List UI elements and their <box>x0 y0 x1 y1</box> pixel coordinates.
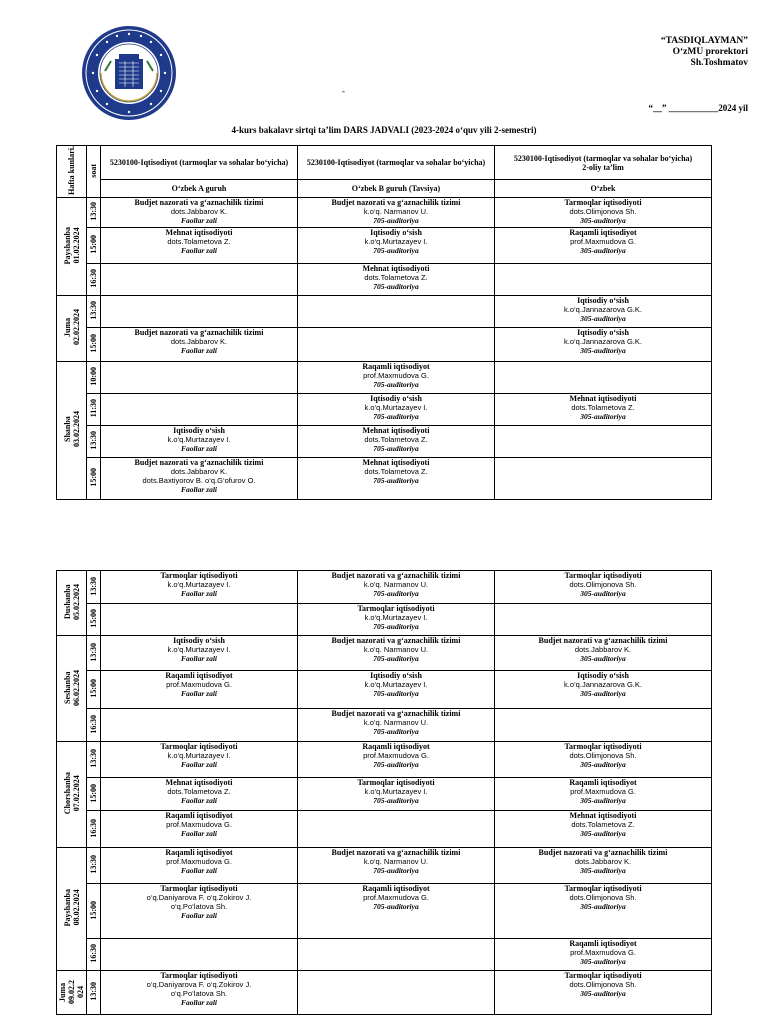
teacher-name: dots.Jabbarov K. <box>170 206 228 216</box>
day-label: Juma 09.02.2 024 <box>58 979 85 1004</box>
subject-name: Budjet nazorati va g‘aznachilik tizimi <box>331 848 461 857</box>
subject-name: Tarmoqlar iqtisodiyoti <box>160 571 238 580</box>
subject-name: Raqamli iqtisodiyot <box>165 671 233 680</box>
teacher-name: dots.Jabbarov K. dots.Baxtiyorov B. o‘q.G‘ofurov O. <box>142 466 256 485</box>
teacher-name: k.o‘q.Murtazayev I. <box>167 434 231 444</box>
room-name: 705-auditoriya <box>373 589 419 598</box>
time-label: 16:30 <box>89 269 98 288</box>
room-name: 305-auditoriya <box>580 902 626 911</box>
room-name: 705-auditoriya <box>373 475 419 485</box>
class-cell <box>298 571 495 604</box>
teacher-name: dots.Jabbarov K. <box>170 336 228 346</box>
class-cell <box>495 884 712 939</box>
subject-name: Raqamli iqtisodiyot <box>569 227 637 237</box>
schedule-title: 4-kurs bakalavr sirtqi ta’lim DARS JADVALI (2023-2024 o‘quv yili 2-semestri) <box>231 125 537 135</box>
room-name: 305-auditoriya <box>580 957 626 966</box>
teacher-name: k.o‘q.Murtazayev I. <box>364 236 428 246</box>
subject-name: Tarmoqlar iqtisodiyoti <box>160 971 238 980</box>
class-cell <box>495 425 712 457</box>
subject-name: Iqtisodiy o‘sish <box>577 327 629 337</box>
room-name: 705-auditoriya <box>373 443 419 453</box>
time-label: 15:00 <box>89 468 98 487</box>
time-cell <box>87 848 101 884</box>
class-cell <box>495 636 712 671</box>
time-label: 13:30 <box>89 855 98 874</box>
class-cell <box>101 425 298 457</box>
subject-name: Iqtisodiy o‘sish <box>173 425 225 435</box>
schedule-row <box>57 361 712 393</box>
time-cell <box>87 295 101 327</box>
schedule-row <box>57 884 712 939</box>
teacher-name: dots.Jabbarov K. <box>574 857 632 866</box>
teacher-name: prof.Maxmudova G. <box>570 787 636 796</box>
class-cell <box>101 197 298 227</box>
subject-name: Budjet nazorati va g‘aznachilik tizimi <box>331 709 461 718</box>
room-name: 705-auditoriya <box>373 654 419 663</box>
header-program-3: 5230100-Iqtisodiyot (tarmoqlar va sohalar bo‘yicha) 2-oliy ta’lim <box>495 146 712 180</box>
time-cell <box>87 457 101 499</box>
subject-name: Budjet nazorati va g‘aznachilik tizimi <box>331 636 461 645</box>
class-cell <box>495 263 712 295</box>
approval-date-line: “__” ___________2024 yil <box>648 103 748 113</box>
class-cell <box>298 457 495 499</box>
class-cell <box>298 939 495 971</box>
teacher-name: k.o‘q.Jannazarova G.K. <box>564 304 642 314</box>
room-name: 305-auditoriya <box>580 796 626 805</box>
header-program-1: 5230100-Iqtisodiyot (tarmoqlar va sohalar bo‘yicha) <box>101 146 298 180</box>
subject-name: Raqamli iqtisodiyot <box>569 778 637 787</box>
schedule-row <box>57 811 712 848</box>
time-cell <box>87 636 101 671</box>
time-cell <box>87 671 101 709</box>
schedule-row <box>57 939 712 971</box>
schedule-row <box>57 604 712 636</box>
approval-block <box>661 36 748 69</box>
subject-name: Iqtisodiy o‘sish <box>577 671 629 680</box>
class-cell <box>298 604 495 636</box>
teacher-name: k.o‘q.Jannazarova G.K. <box>564 680 642 689</box>
time-label: 13:30 <box>89 202 98 221</box>
class-cell <box>298 327 495 361</box>
schedule-row <box>57 197 712 227</box>
teacher-name: k.o‘q. Narmanov U. <box>363 857 429 866</box>
class-cell <box>101 939 298 971</box>
teacher-name: prof.Maxmudova G. <box>166 820 232 829</box>
time-cell <box>87 393 101 425</box>
header-row-programs <box>57 146 712 180</box>
class-cell <box>495 604 712 636</box>
teacher-name: k.o‘q.Murtazayev I. <box>364 680 428 689</box>
class-cell <box>495 361 712 393</box>
teacher-name: k.o‘q.Murtazayev I. <box>364 613 428 622</box>
class-cell <box>101 263 298 295</box>
teacher-name: k.o‘q.Murtazayev I. <box>364 402 428 412</box>
teacher-name: dots.Tolametova Z. <box>364 272 428 282</box>
room-name: Faollar zali <box>180 760 218 769</box>
class-cell <box>298 425 495 457</box>
subject-name: Iqtisodiy o‘sish <box>370 393 422 403</box>
teacher-name: k.o‘q.Murtazayev I. <box>167 645 231 654</box>
room-name: Faollar zali <box>180 654 218 663</box>
room-name: 705-auditoriya <box>373 245 419 255</box>
class-cell <box>298 295 495 327</box>
room-name: 305-auditoriya <box>580 689 626 698</box>
room-name: 305-auditoriya <box>580 589 626 598</box>
teacher-name: prof.Maxmudova G. <box>570 236 636 246</box>
time-label: 15:00 <box>89 783 98 803</box>
room-name: 705-auditoriya <box>373 866 419 875</box>
class-cell <box>101 361 298 393</box>
header-program-2: 5230100-Iqtisodiyot (tarmoqlar va sohalar bo‘yicha) <box>298 146 495 180</box>
time-cell <box>87 361 101 393</box>
header-day-label: Hafta kunlari. <box>67 146 76 195</box>
teacher-name: dots.Tolametova Z. <box>364 434 428 444</box>
time-cell <box>87 709 101 742</box>
class-cell <box>101 636 298 671</box>
subject-name: Mehnat iqtisodiyoti <box>362 425 430 435</box>
room-name: 705-auditoriya <box>373 796 419 805</box>
header-time-col <box>87 146 101 198</box>
time-cell <box>87 604 101 636</box>
class-cell <box>101 742 298 778</box>
time-label: 13:30 <box>89 982 98 1001</box>
teacher-name: k.o‘q.Murtazayev I. <box>364 787 428 796</box>
time-cell <box>87 425 101 457</box>
class-cell <box>298 361 495 393</box>
day-label: Juma 02.02.2024 <box>62 309 81 346</box>
teacher-name: dots.Olimjonova Sh. <box>569 893 637 902</box>
teacher-name: prof.Maxmudova G. <box>166 857 232 866</box>
day-cell <box>57 971 87 1015</box>
schedule-row <box>57 742 712 778</box>
room-name: Faollar zali <box>180 689 218 698</box>
header-day-col <box>57 146 87 198</box>
class-cell <box>495 971 712 1015</box>
day-label: Seshanba 06.02.2024 <box>62 669 81 706</box>
room-name: Faollar zali <box>180 245 218 255</box>
class-cell <box>101 848 298 884</box>
class-cell <box>495 778 712 811</box>
subject-name: Iqtisodiy o‘sish <box>370 671 422 680</box>
class-cell <box>101 778 298 811</box>
time-label: 13:30 <box>89 642 98 662</box>
schedule-row <box>57 327 712 361</box>
day-cell <box>57 636 87 742</box>
class-cell <box>298 636 495 671</box>
time-label: 15:00 <box>89 679 98 698</box>
subject-name: Tarmoqlar iqtisodiyoti <box>564 197 642 207</box>
class-cell <box>298 884 495 939</box>
day-cell <box>57 571 87 636</box>
class-cell <box>495 742 712 778</box>
time-label: 15:00 <box>89 609 98 628</box>
subject-name: Tarmoqlar iqtisodiyoti <box>357 778 435 787</box>
room-name: 705-auditoriya <box>373 281 419 291</box>
subject-name: Tarmoqlar iqtisodiyoti <box>564 884 642 893</box>
time-label: 16:30 <box>89 818 98 838</box>
subject-name: Raqamli iqtisodiyot <box>165 811 233 820</box>
class-cell <box>495 571 712 604</box>
room-name: Faollar zali <box>180 345 218 355</box>
schedule-row <box>57 263 712 295</box>
class-cell <box>495 671 712 709</box>
teacher-name: dots.Olimjonova Sh. <box>569 980 637 989</box>
teacher-name: k.o‘q.Jannazarova G.K. <box>564 336 642 346</box>
room-name: 305-auditoriya <box>580 411 626 421</box>
class-cell <box>101 227 298 263</box>
class-cell <box>298 227 495 263</box>
class-cell <box>495 939 712 971</box>
room-name: 305-auditoriya <box>580 989 626 998</box>
room-name: 705-auditoriya <box>373 760 419 769</box>
class-cell <box>495 393 712 425</box>
teacher-name: dots.Tolametova Z. <box>364 466 428 476</box>
day-cell <box>57 361 87 499</box>
class-cell <box>101 393 298 425</box>
class-cell <box>298 393 495 425</box>
room-name: 305-auditoriya <box>580 245 626 255</box>
schedule-row <box>57 295 712 327</box>
time-label: 15:00 <box>89 900 98 920</box>
room-name: 705-auditoriya <box>373 411 419 421</box>
class-cell <box>298 671 495 709</box>
subject-name: Budjet nazorati va g‘aznachilik tizimi <box>134 457 264 467</box>
time-label: 10:00 <box>89 367 98 386</box>
subject-name: Mehnat iqtisodiyoti <box>362 263 430 273</box>
day-cell <box>57 848 87 971</box>
subject-name: Raqamli iqtisodiyot <box>569 939 637 948</box>
subject-name: Tarmoqlar iqtisodiyoti <box>564 971 642 980</box>
teacher-name: prof.Maxmudova G. <box>363 370 429 380</box>
subject-name: Budjet nazorati va g‘aznachilik tizimi <box>538 848 668 857</box>
day-label: Shanba 03.02.2024 <box>62 411 81 448</box>
room-name: Faollar zali <box>180 443 218 453</box>
subject-name: Raqamli iqtisodiyot <box>362 361 430 371</box>
teacher-name: k.o‘q.Murtazayev I. <box>167 751 231 760</box>
teacher-name: dots.Olimjonova Sh. <box>569 751 637 760</box>
class-cell <box>495 709 712 742</box>
room-name: Faollar zali <box>180 829 218 838</box>
schedule-row <box>57 671 712 709</box>
day-cell <box>57 295 87 361</box>
approval-line-3: Sh.Toshmatov <box>690 58 748 68</box>
time-cell <box>87 227 101 263</box>
time-label: 15:00 <box>89 334 98 353</box>
header-time-label: soat <box>89 163 98 178</box>
subject-name: Raqamli iqtisodiyot <box>165 848 233 857</box>
room-name: 305-auditoriya <box>580 866 626 875</box>
schedule-row <box>57 227 712 263</box>
room-name: Faollar zali <box>180 796 218 805</box>
time-cell <box>87 778 101 811</box>
subject-name: Budjet nazorati va g‘aznachilik tizimi <box>538 636 668 645</box>
day-label: Chorshanba 07.02.2024 <box>62 772 81 815</box>
schedule-row <box>57 425 712 457</box>
room-name: 305-auditoriya <box>580 654 626 663</box>
schedule-row <box>57 778 712 811</box>
teacher-name: dots.Tolametova Z. <box>571 820 635 829</box>
schedule-row <box>57 571 712 604</box>
day-cell <box>57 742 87 848</box>
room-name: Faollar zali <box>180 866 218 875</box>
class-cell <box>495 295 712 327</box>
schedule-row <box>57 393 712 425</box>
day-label: Payshanba 01.02.2024 <box>62 226 81 265</box>
schedule-table-week-1 <box>56 145 712 500</box>
header-row-groups <box>57 180 712 198</box>
class-cell <box>298 263 495 295</box>
time-cell <box>87 884 101 939</box>
subject-name: Budjet nazorati va g‘aznachilik tizimi <box>331 571 461 580</box>
class-cell <box>298 848 495 884</box>
university-seal-logo <box>81 25 177 121</box>
time-label: 11:30 <box>89 399 98 418</box>
subject-name: Iqtisodiy o‘sish <box>173 636 225 645</box>
time-cell <box>87 571 101 604</box>
teacher-name: prof.Maxmudova G. <box>570 948 636 957</box>
teacher-name: dots.Jabbarov K. <box>574 645 632 654</box>
class-cell <box>298 709 495 742</box>
schedule-table-week-2 <box>56 570 712 1015</box>
time-label: 13:30 <box>89 749 98 768</box>
class-cell <box>495 197 712 227</box>
schedule-row <box>57 709 712 742</box>
class-cell <box>495 811 712 848</box>
class-cell <box>298 811 495 848</box>
subject-name: Mehnat iqtisodiyoti <box>165 227 233 237</box>
teacher-name: o‘q.Daniyarova F. o‘q.Zokirov J. o‘q.Po‘latova Sh. <box>146 893 252 911</box>
room-name: 705-auditoriya <box>373 902 419 911</box>
room-name: Faollar zali <box>180 998 218 1007</box>
teacher-name: prof.Maxmudova G. <box>363 893 429 902</box>
subject-name: Raqamli iqtisodiyot <box>362 884 430 893</box>
room-name: Faollar zali <box>180 911 218 920</box>
subject-name: Iqtisodiy o‘sish <box>577 295 629 305</box>
subject-name: Budjet nazorati va g‘aznachilik tizimi <box>331 197 461 207</box>
room-name: Faollar zali <box>180 589 218 598</box>
room-name: Faollar zali <box>180 484 218 494</box>
time-cell <box>87 742 101 778</box>
day-label: Payshanba 08.02.2024 <box>62 889 81 927</box>
class-cell <box>101 811 298 848</box>
subject-name: Mehnat iqtisodiyoti <box>362 457 430 467</box>
teacher-name: dots.Olimjonova Sh. <box>569 580 637 589</box>
time-label: 16:30 <box>89 944 98 963</box>
teacher-name: dots.Tolametova Z. <box>167 236 231 246</box>
header-group-2: O‘zbek B guruh (Tavsiya) <box>298 180 495 198</box>
stray-dash: - <box>342 86 345 96</box>
time-cell <box>87 197 101 227</box>
time-cell <box>87 971 101 1015</box>
time-label: 15:00 <box>89 235 98 254</box>
class-cell <box>495 327 712 361</box>
class-cell <box>101 709 298 742</box>
header-group-1: O‘zbek A guruh <box>101 180 298 198</box>
room-name: 305-auditoriya <box>580 829 626 838</box>
subject-name: Tarmoqlar iqtisodiyoti <box>160 742 238 751</box>
room-name: 305-auditoriya <box>580 215 626 225</box>
class-cell <box>298 971 495 1015</box>
room-name: 705-auditoriya <box>373 689 419 698</box>
room-name: 305-auditoriya <box>580 345 626 355</box>
class-cell <box>298 778 495 811</box>
class-cell <box>495 457 712 499</box>
teacher-name: o‘q.Daniyarova F. o‘q.Zokirov J. o‘q.Po‘latova Sh. <box>146 980 252 998</box>
teacher-name: k.o‘q. Narmanov U. <box>363 206 429 216</box>
class-cell <box>495 848 712 884</box>
time-label: 13:30 <box>89 301 98 320</box>
subject-name: Iqtisodiy o‘sish <box>370 227 422 237</box>
subject-name: Raqamli iqtisodiyot <box>362 742 430 751</box>
class-cell <box>101 971 298 1015</box>
room-name: 305-auditoriya <box>580 313 626 323</box>
subject-name: Tarmoqlar iqtisodiyoti <box>564 742 642 751</box>
room-name: 705-auditoriya <box>373 727 419 736</box>
class-cell <box>101 671 298 709</box>
teacher-name: k.o‘q. Narmanov U. <box>363 645 429 654</box>
teacher-name: k.o‘q. Narmanov U. <box>363 580 429 589</box>
approval-line-2: O‘zMU prorektori <box>672 47 748 57</box>
schedule-row <box>57 457 712 499</box>
schedule-row <box>57 848 712 884</box>
room-name: 705-auditoriya <box>373 215 419 225</box>
header-group-3: O‘zbek <box>495 180 712 198</box>
room-name: 305-auditoriya <box>580 760 626 769</box>
teacher-name: dots.Olimjonova Sh. <box>569 206 637 216</box>
class-cell <box>298 742 495 778</box>
class-cell <box>101 884 298 939</box>
subject-name: Tarmoqlar iqtisodiyoti <box>564 571 642 580</box>
subject-name: Mehnat iqtisodiyoti <box>569 811 637 820</box>
schedule-row <box>57 971 712 1015</box>
teacher-name: prof.Maxmudova G. <box>166 680 232 689</box>
time-cell <box>87 327 101 361</box>
room-name: 705-auditoriya <box>373 622 419 631</box>
time-cell <box>87 811 101 848</box>
day-label: Dushanba 05.02.2024 <box>62 584 81 620</box>
teacher-name: dots.Tolametova Z. <box>571 402 635 412</box>
subject-name: Budjet nazorati va g‘aznachilik tizimi <box>134 327 264 337</box>
class-cell <box>298 197 495 227</box>
subject-name: Budjet nazorati va g‘aznachilik tizimi <box>134 197 264 207</box>
room-name: 705-auditoriya <box>373 379 419 389</box>
class-cell <box>101 327 298 361</box>
room-name: Faollar zali <box>180 215 218 225</box>
subject-name: Tarmoqlar iqtisodiyoti <box>160 884 238 893</box>
teacher-name: dots.Tolametova Z. <box>167 787 231 796</box>
class-cell <box>101 604 298 636</box>
subject-name: Tarmoqlar iqtisodiyoti <box>357 604 435 613</box>
time-cell <box>87 939 101 971</box>
time-label: 13:30 <box>89 431 98 450</box>
class-cell <box>101 457 298 499</box>
time-cell <box>87 263 101 295</box>
teacher-name: prof.Maxmudova G. <box>363 751 429 760</box>
subject-name: Mehnat iqtisodiyoti <box>569 393 637 403</box>
class-cell <box>495 227 712 263</box>
subject-name: Mehnat iqtisodiyoti <box>165 778 233 787</box>
class-cell <box>101 295 298 327</box>
teacher-name: k.o‘q.Murtazayev I. <box>167 580 231 589</box>
class-cell <box>101 571 298 604</box>
time-label: 16:30 <box>89 714 98 734</box>
approval-line-1: “TASDIQLAYMAN” <box>660 36 748 46</box>
time-label: 13:30 <box>89 576 98 596</box>
teacher-name: k.o‘q. Narmanov U. <box>363 718 429 727</box>
day-cell <box>57 197 87 295</box>
schedule-row <box>57 636 712 671</box>
